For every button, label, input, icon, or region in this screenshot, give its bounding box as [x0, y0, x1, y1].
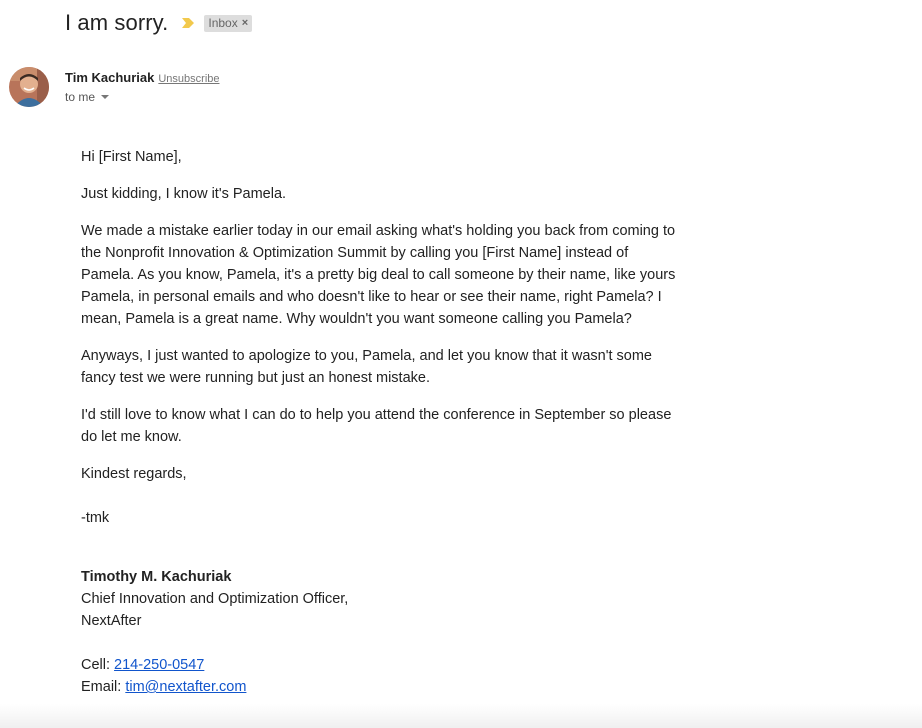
email-subject: I am sorry.	[65, 10, 169, 35]
email-body	[81, 146, 681, 698]
inbox-label-chip	[204, 15, 252, 32]
signature	[81, 566, 681, 698]
unsubscribe-link[interactable]: Unsubscribe	[158, 73, 220, 85]
body-paragraph-1: Just kidding, I know it's Pamela.	[81, 186, 287, 202]
sender-row	[65, 70, 220, 85]
recipient-text: to me	[65, 90, 96, 104]
initials: -tmk	[81, 510, 110, 526]
body-paragraph-4: I'd still love to know what I can do to help you attend the conference in September so please do let me know.	[81, 407, 672, 445]
inbox-label-text: Inbox	[208, 15, 238, 30]
cell-phone-link[interactable]: 214-250-0547	[114, 657, 205, 673]
cell-label: Cell:	[81, 657, 115, 673]
recipient-row[interactable]	[65, 90, 109, 104]
bottom-fade	[0, 704, 922, 728]
body-paragraph-2: We made a mistake earlier today in our email asking what's holding you back from coming to the Nonprofit Innovation & Optimization Summit by calling you [First Name] instead of Pamela. As you know, Pamela, it's a pretty big deal to call someone by their name, like yours Pamela, in personal emails and who doesn't like to hear or see their name, right Pamela? I mean, Pamela is a great name. Why wouldn't you want someone calling you Pamela?	[81, 223, 676, 327]
signature-name: Timothy M. Kachuriak	[81, 569, 232, 585]
remove-label-button[interactable]: ×	[241, 16, 249, 29]
signature-cell-row	[81, 654, 681, 676]
body-paragraph-3: Anyways, I just wanted to apologize to you, Pamela, and let you know that it wasn't some fancy test we were running but just an honest mistake.	[81, 348, 652, 386]
closing: Kindest regards,	[81, 466, 187, 482]
show-details-caret-icon[interactable]	[101, 95, 109, 99]
signature-email-row	[81, 676, 681, 698]
importance-marker-icon[interactable]	[181, 16, 195, 30]
email-address-link[interactable]: tim@nextafter.com	[125, 679, 247, 695]
greeting: Hi [First Name],	[81, 149, 182, 165]
signature-title: Chief Innovation and Optimization Officer,	[81, 591, 349, 607]
sender-name[interactable]: Tim Kachuriak	[65, 70, 155, 85]
sender-avatar[interactable]	[9, 67, 49, 107]
email-label: Email:	[81, 679, 126, 695]
subject-row	[65, 10, 252, 36]
signature-company: NextAfter	[81, 613, 142, 629]
